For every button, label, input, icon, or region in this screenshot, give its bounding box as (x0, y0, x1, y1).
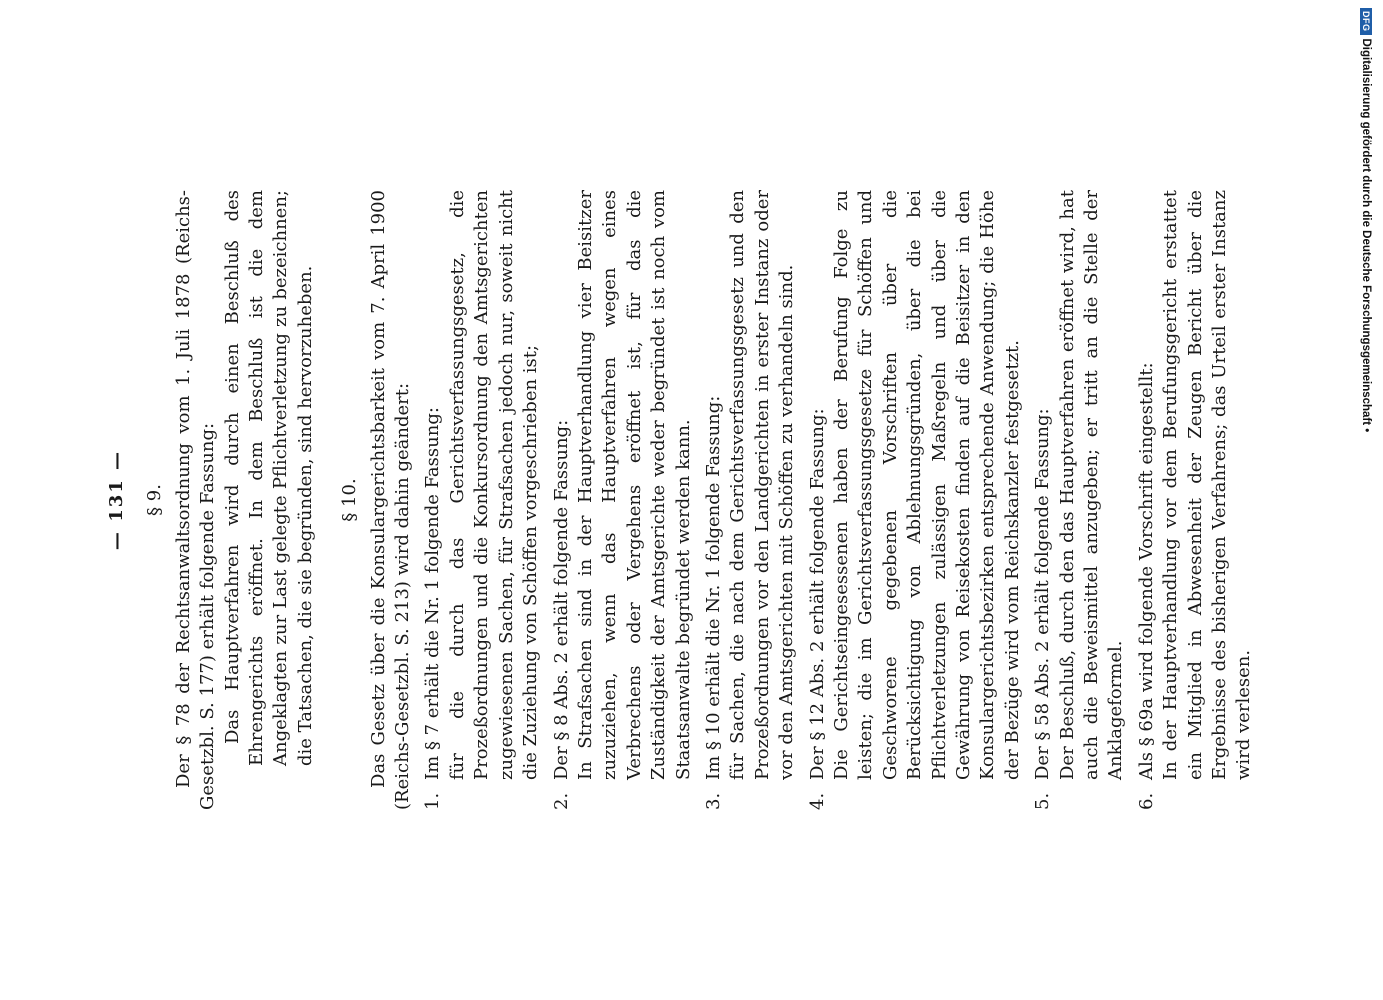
section-10-item-3 (702, 190, 800, 810)
item-body: In Strafsachen sind in der Hauptverhandlung vier Beisitzer zuzuziehen, wenn das Hauptverfahren wegen eines Verbrechens oder Vergehens eröffnet ist, für das die Zuständigkeit der Amtsgerichte weder begründet ist noch vom Staatsanwalte begründet werden kann. (574, 190, 694, 780)
section-10-item-6 (1135, 190, 1257, 810)
item-number: 5. (1032, 792, 1054, 810)
item-lead: Im § 7 erhält die Nr. 1 folgende Fassung: (422, 407, 444, 780)
section-10-item-4 (806, 190, 1026, 810)
item-lead: Im § 10 erhält die Nr. 1 folgende Fassung: (702, 395, 724, 780)
dfg-credit (1360, 8, 1372, 432)
item-number: 6. (1135, 792, 1157, 810)
item-number: 4. (806, 792, 828, 810)
item-number: 1. (422, 792, 444, 810)
section-10-intro: Das Gesetz über die Konsulargerichtsbarkeit vom 7. April 1900 (Reichs-Gesetzbl. S. 213) wird dahin geändert: (367, 190, 414, 810)
item-number: 3. (702, 792, 724, 810)
section-9-text: Das Hauptverfahren wird durch einen Beschluß des Ehrengerichts eröffnet. In dem Beschluß ist die dem Angeklagten zur Last gelegte Pflichtverletzung zu bezeichnen; die Tatsachen, die sie begründen, sind hervorzuheben. (221, 190, 316, 766)
item-body: Der Beschluß, durch den das Hauptverfahren eröffnet wird, hat auch die Beweismittel anzugeben; er tritt an die Stelle der Anklageformel. (1056, 190, 1127, 780)
item-lead: Der § 58 Abs. 2 erhält folgende Fassung: (1032, 408, 1054, 780)
item-lead: Als § 69a wird folgende Vorschrift eingestellt: (1135, 362, 1157, 780)
item-body: für Sachen, die nach dem Gerichtsverfassungsgesetz und den Prozeßordnungen vor den Landgerichten in erster Instanz oder vor den Amtsgerichten mit Schöffen zu verhandeln sind. (727, 190, 798, 780)
dfg-credit-text: Digitalisierung gefördert durch die Deutsche Forschungsgemeinschaft • (1360, 38, 1372, 433)
item-body: In der Hauptverhandlung vor dem Berufungsgericht erstattet ein Mitglied in Abwesenheit der Zeugen Bericht über die Ergebnisse des bisherigen Verfahrens; das Urteil erster Instanz wird verlesen. (1160, 190, 1255, 780)
section-10-item-2 (550, 190, 696, 810)
section-10-item-5 (1031, 190, 1129, 810)
item-body: Die Gerichtseingesessenen haben der Berufung Folge zu leisten; die im Gerichtsverfassungsgesetze für Schöffen und Geschworene gegebenen Vorschriften über die Berücksichtigung von Ablehnungsgründen, über die bei Pflichtverletzungen zulässigen Maßregeln und über die Gewährung von Reisekosten finden auf die Beisitzer in den Konsulargerichtsbezirken entsprechende Anwendung; die Höhe der Bezüge wird vom Reichskanzler festgesetzt. (830, 190, 1023, 780)
section-9-intro: Der § 78 der Rechtsanwaltsordnung vom 1. Juli 1878 (Reichs-Gesetzbl. S. 177) erhält folgende Fassung: (172, 190, 219, 810)
section-10-item-1 (421, 190, 543, 810)
section-9-title: § 9. (144, 484, 166, 516)
item-body: für die durch das Gerichtsverfassungsgesetz, die Prozeßordnungen und die Konkursordnung den Amtsgerichten zugewiesenen Sachen, für Strafsachen jedoch nur, soweit nicht die Zuziehung von Schöffen vorgeschrieben ist; (446, 190, 542, 780)
item-lead: Der § 8 Abs. 2 erhält folgende Fassung: (550, 419, 572, 780)
item-number: 2. (550, 792, 572, 810)
dfg-logo: DFG (1360, 8, 1372, 35)
page-content (105, 190, 1257, 810)
item-lead: Der § 12 Abs. 2 erhält folgende Fassung: (806, 408, 828, 780)
section-10-title: § 10. (339, 478, 361, 522)
page-number: — 131 — (106, 449, 127, 551)
